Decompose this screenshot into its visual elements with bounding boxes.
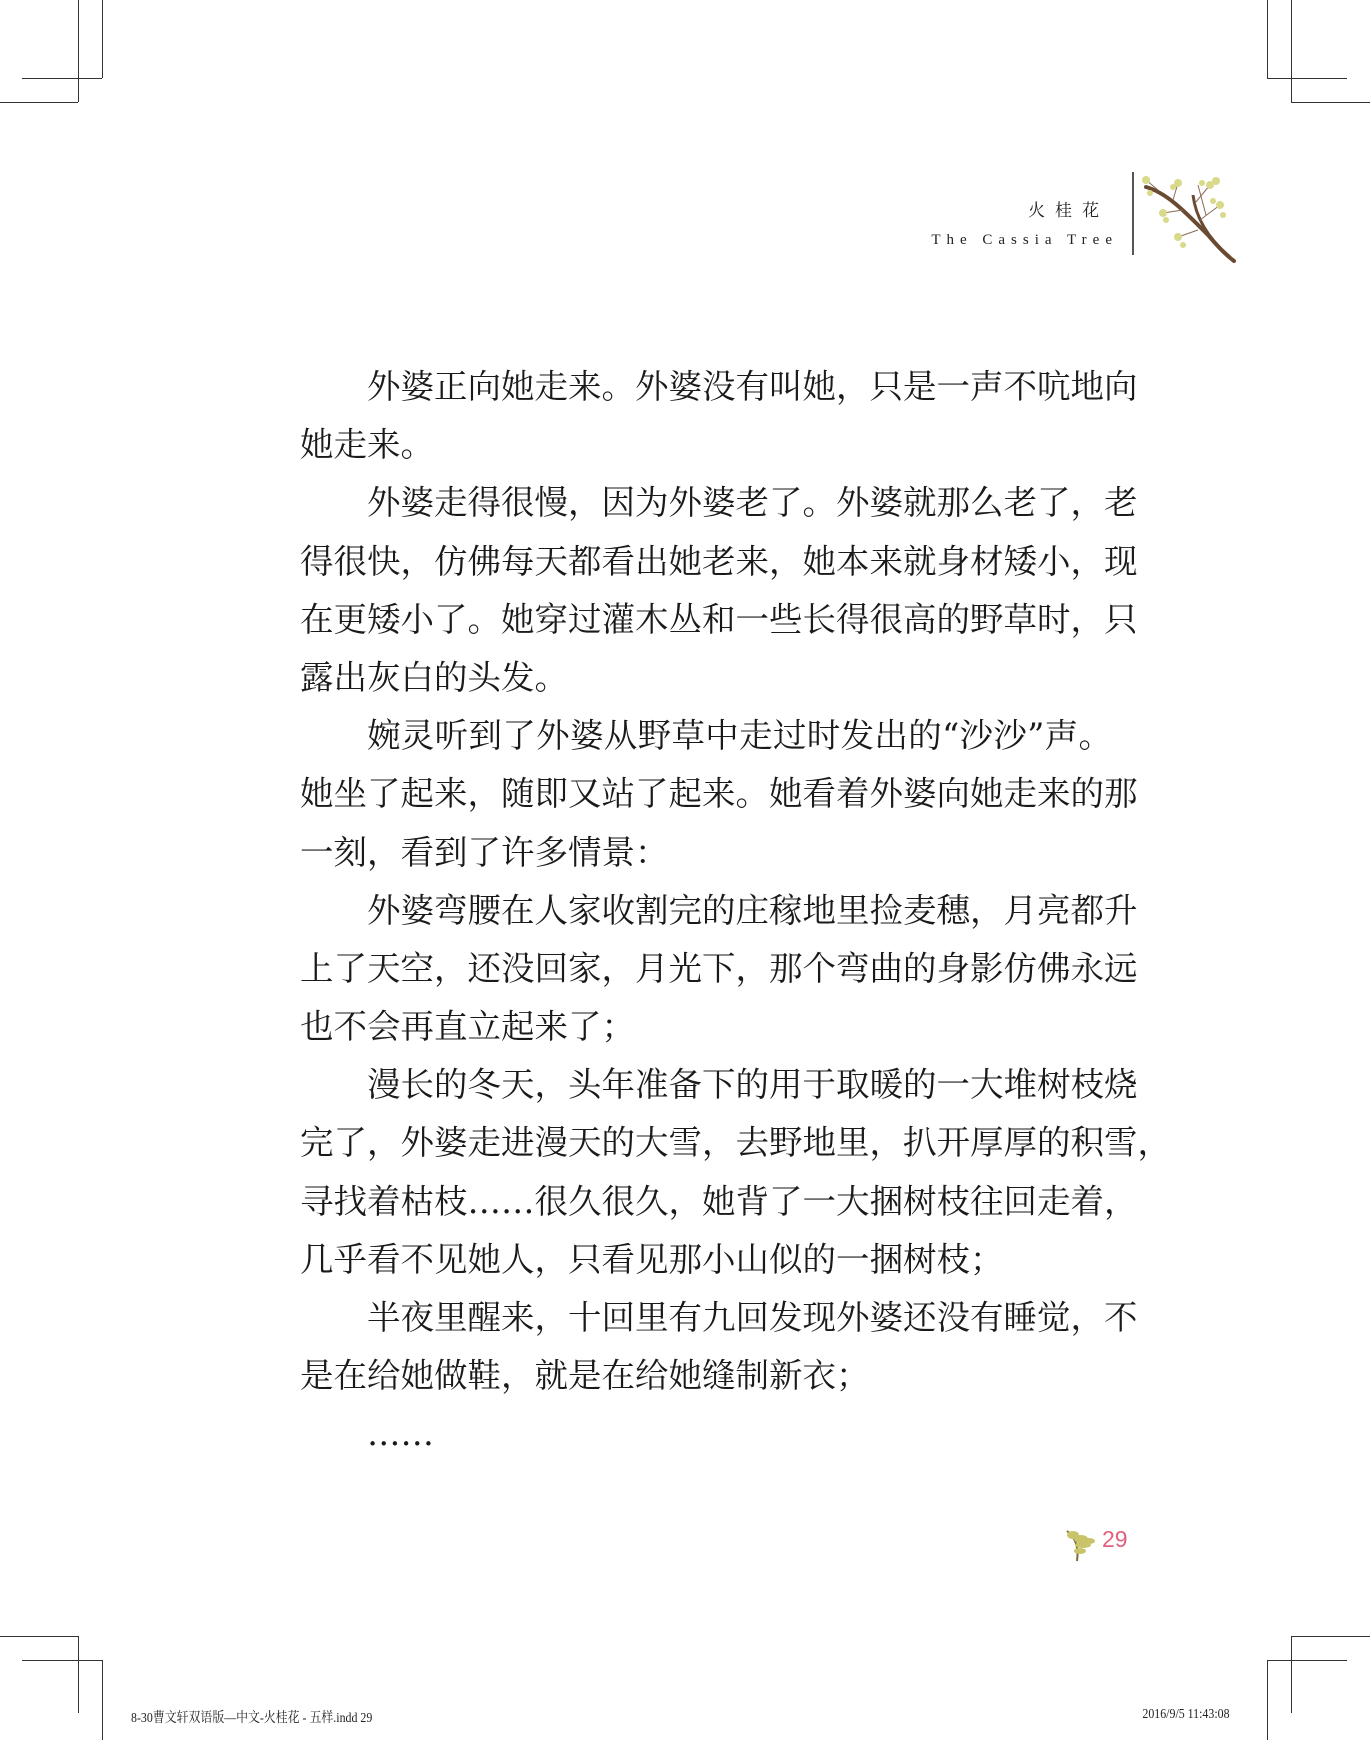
text-line: 外婆正向她走来。外婆没有叫她，只是一声不吭地向 bbox=[367, 367, 1138, 406]
text-line: 在更矮小了。她穿过灌木丛和一些长得很高的野草时，只 bbox=[300, 599, 1138, 639]
text-line: 外婆弯腰在人家收割完的庄稼地里捡麦穗，月亮都升 bbox=[367, 890, 1138, 930]
text-line: 上了天空，还没回家，月光下，那个弯曲的身影仿佛永远 bbox=[300, 948, 1138, 988]
header-divider bbox=[1132, 172, 1134, 255]
print-slug-filename: 8-30曹文轩双语版—中文-火桂花 - 五样.indd 29 bbox=[131, 1711, 373, 1726]
paragraph bbox=[300, 1405, 1112, 1463]
body-text bbox=[300, 358, 1171, 1464]
text-line: 她坐了起来，随即又站了起来。她看着外婆向她走来的那 bbox=[300, 774, 1138, 814]
paragraph bbox=[300, 358, 1138, 474]
running-header-title-en: The Cassia Tree bbox=[931, 232, 1118, 248]
text-line: 一刻，看到了许多情景： bbox=[300, 832, 669, 872]
text-line: 也不会再直立起来了； bbox=[300, 1007, 635, 1047]
page-number: 29 bbox=[1102, 1526, 1128, 1552]
text-line: 她走来。 bbox=[300, 425, 434, 465]
text-line: 寻找着枯枝……很久很久，她背了一大捆树枝往回走着， bbox=[300, 1181, 1138, 1221]
paragraph bbox=[300, 707, 1138, 882]
cassia-branch-icon bbox=[1138, 175, 1238, 265]
text-line: 是在给她做鞋，就是在给她缝制新衣； bbox=[300, 1356, 870, 1396]
text-line: 外婆走得很慢，因为外婆老了。外婆就那么老了，老 bbox=[367, 483, 1138, 523]
text-line: 露出灰白的头发。 bbox=[300, 657, 568, 697]
text-line: 婉灵听到了外婆从野草中走过时发出的“沙沙”声。 bbox=[367, 716, 1112, 756]
running-header-title-cn: 火桂花 bbox=[1028, 201, 1109, 221]
text-line: 几乎看不见她人，只看见那小山似的一捆树枝； bbox=[300, 1239, 1004, 1279]
blossom-icon bbox=[1063, 1527, 1099, 1563]
paragraph bbox=[300, 882, 1138, 1057]
text-line: …… bbox=[367, 1414, 434, 1454]
text-line: 漫长的冬天，头年准备下的用于取暖的一大堆树枝烧 bbox=[367, 1065, 1138, 1105]
paragraph bbox=[300, 474, 1138, 707]
text-line: 半夜里醒来，十回里有九回发现外婆还没有睡觉，不 bbox=[367, 1298, 1138, 1337]
paragraph bbox=[300, 1056, 1171, 1289]
print-slug-timestamp: 2016/9/5 11:43:08 bbox=[1142, 1707, 1230, 1722]
paragraph bbox=[300, 1289, 1138, 1405]
text-line: 完了，外婆走进漫天的大雪，去野地里，扒开厚厚的积雪， bbox=[300, 1123, 1171, 1163]
text-line: 得很快，仿佛每天都看出她老来，她本来就身材矮小，现 bbox=[300, 541, 1138, 581]
